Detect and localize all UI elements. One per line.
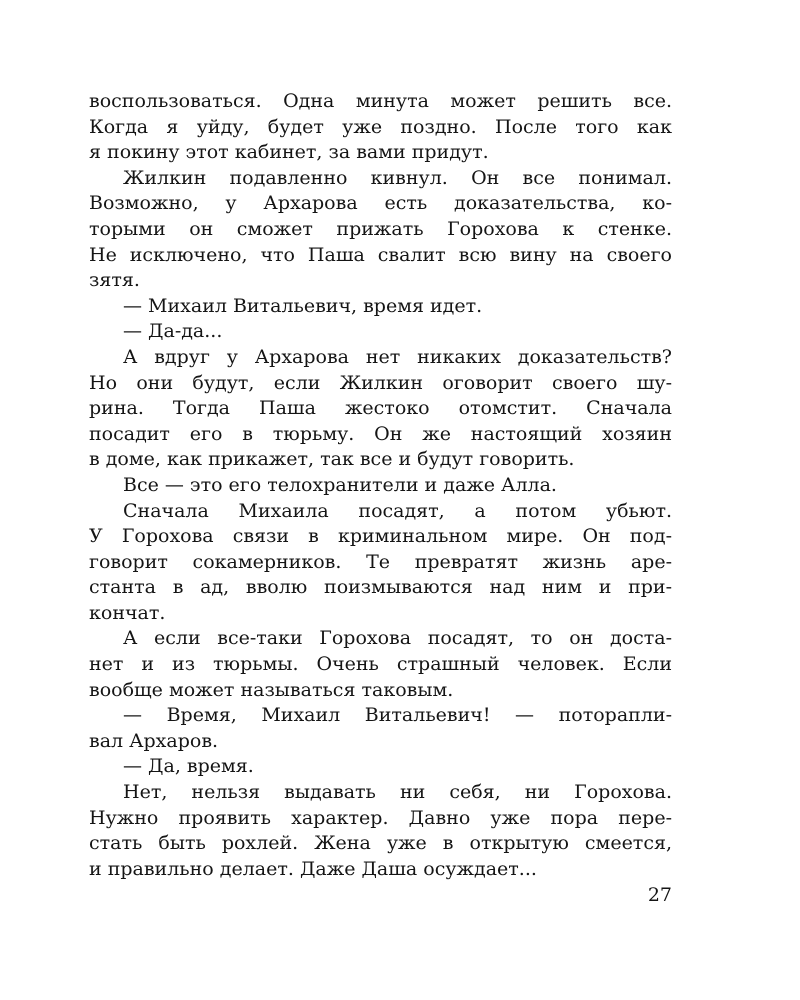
text-line: Не исключено, что Паша свалит всю вину на своего [89, 243, 672, 266]
text-line: стать быть рохлей. Жена уже в открытую смеется, [89, 832, 672, 855]
text-line: Возможно, у Архарова есть доказательства, ко- [89, 192, 672, 215]
text-line: Сначала Михаила посадят, а потом убьют. [123, 499, 672, 522]
text-line: рина. Тогда Паша жестоко отомстит. Сначала [89, 397, 672, 420]
page-body [89, 89, 672, 882]
text-line: У Горохова связи в криминальном мире. Он под- [89, 525, 672, 548]
text-line: зятя. [89, 269, 140, 292]
text-line: посадит его в тюрьму. Он же настоящий хозяин [89, 422, 672, 445]
text-line: нет и из тюрьмы. Очень страшный человек. Если [89, 653, 672, 676]
text-line: Нет, нельзя выдавать ни себя, ни Горохова. [123, 781, 672, 804]
text-line: Нужно проявить характер. Давно уже пора пере- [89, 806, 672, 829]
text-line: в доме, как прикажет, так все и будут говорить. [89, 448, 575, 471]
text-line: торыми он сможет прижать Горохова к стенке. [89, 217, 672, 240]
text-line: воспользоваться. Одна минута может решить все. [89, 90, 672, 112]
text-line: А если все-таки Горохова посадят, то он доста- [123, 627, 672, 650]
text-line: станта в ад, вволю поизмываются над ним и при- [89, 576, 672, 599]
text-line: вообще может называться таковым. [89, 678, 454, 701]
text-line: Но они будут, если Жилкин оговорит своего шу- [89, 371, 672, 394]
text-line: А вдруг у Архарова нет никаких доказательств? [123, 345, 672, 368]
text-line: Когда я уйду, будет уже поздно. После того как [89, 115, 672, 138]
text-line: — Да-да... [123, 320, 223, 343]
text-line: кончат. [89, 601, 166, 624]
text-line: я покину этот кабинет, за вами придут. [89, 141, 489, 164]
text-line: вал Архаров. [89, 729, 219, 752]
text-line: — Михаил Витальевич, время идет. [123, 294, 483, 317]
text-line: и правильно делает. Даже Даша осуждает... [89, 857, 537, 880]
text-line: — Время, Михаил Витальевич! — поторапли- [123, 704, 672, 727]
text-line: Все — это его телохранители и даже Алла. [123, 473, 557, 496]
text-line: говорит сокамерников. Те превратят жизнь аре- [89, 550, 672, 573]
text-line: — Да, время. [123, 755, 254, 778]
text-line: Жилкин подавленно кивнул. Он все понимал. [123, 166, 672, 189]
page-number: 27 [647, 884, 672, 906]
